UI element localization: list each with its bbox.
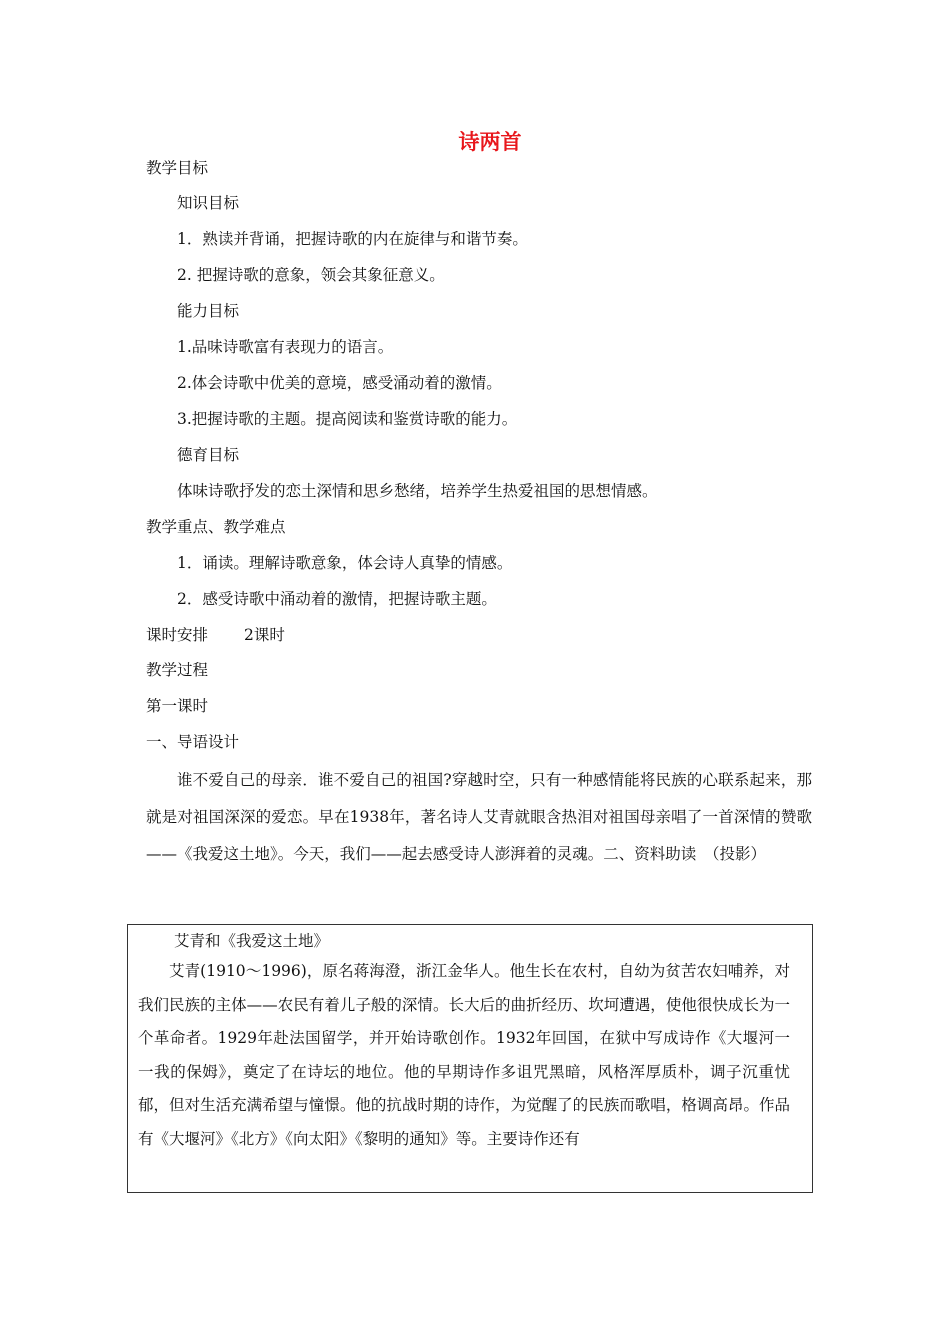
objectives-heading: 教学目标	[146, 159, 209, 177]
section-heading: 一、导语设计	[146, 733, 240, 751]
ability-heading: 能力目标	[177, 302, 240, 320]
knowledge-item: 1．熟读并背诵，把握诗歌的内在旋律与和谐节奏。	[177, 230, 528, 248]
box-paragraph: 艾青(1910～1996)，原名蒋海澄，浙江金华人。他生长在农村，自幼为贫苦农妇哺养，对我们民族的主体——农民有着儿子般的深情。长大后的曲折经历、坎坷遭遇，使他很快成长为一个革命者。1929年赴法国留学，并开始诗歌创作。1932年回国，在狱中写成诗作《大堰河一一我的保姆》，奠定了在诗坛的地位。他的早期诗作多诅咒黑暗，风格浑厚质朴，调子沉重忧郁，但对生活充满希望与憧憬。他的抗战时期的诗作，为觉醒了的民族而歌唱，格调高昂。作品有《大堰河》《北方》《向太阳》《黎明的通知》等。主要诗作还有	[138, 962, 790, 1148]
key-point-item: 2．感受诗歌中涌动着的激情，把握诗歌主题。	[177, 590, 497, 608]
moral-heading: 德育目标	[177, 446, 240, 464]
moral-text: 体味诗歌抒发的恋土深情和思乡愁绪，培养学生热爱祖国的思想情感。	[177, 482, 658, 500]
key-point-item: 1．诵读。理解诗歌意象，体会诗人真挚的情感。	[177, 554, 513, 572]
reference-box	[127, 924, 813, 1193]
key-points-heading: 教学重点、教学难点	[146, 518, 286, 536]
lesson-heading: 第一课时	[146, 697, 209, 715]
intro-paragraph: 谁不爱自己的母亲．谁不爱自己的祖国?穿越时空，只有一种感情能将民族的心联系起来，那就是对祖国深深的爱恋。早在1938年，著名诗人艾青就眼含热泪对祖国母亲唱了一首深情的赞歌——《我爱这土地》。今天，我们——起去感受诗人澎湃着的灵魂。二、资料助读 （投影）	[146, 771, 812, 863]
schedule-value: 2课时	[244, 626, 285, 644]
ability-item: 3.把握诗歌的主题。提高阅读和鉴赏诗歌的能力。	[177, 410, 518, 428]
ability-item: 1.品味诗歌富有表现力的语言。	[177, 338, 394, 356]
process-heading: 教学过程	[146, 661, 209, 679]
knowledge-heading: 知识目标	[177, 194, 240, 212]
box-title: 艾青和《我爱这土地》	[174, 932, 330, 950]
schedule-label: 课时安排	[146, 626, 209, 644]
knowledge-item: 2. 把握诗歌的意象，领会其象征意义。	[177, 266, 445, 284]
document-title: 诗两首	[458, 130, 522, 154]
ability-item: 2.体会诗歌中优美的意境，感受涌动着的激情。	[177, 374, 502, 392]
